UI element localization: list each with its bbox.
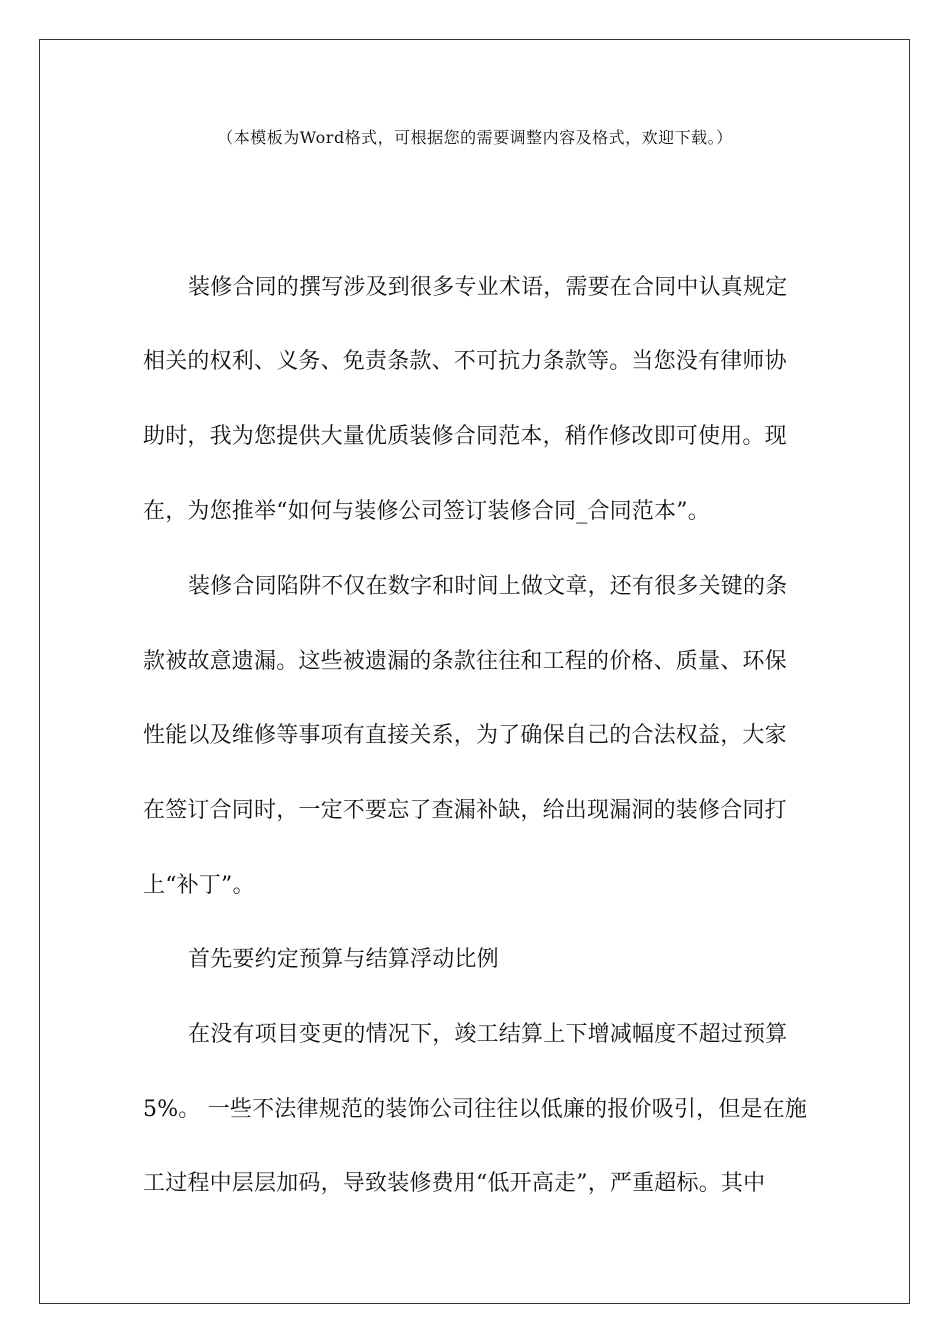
paragraph-1-line-4: 在，为您推举“如何与装修公司签订装修合同_合同范本”。	[143, 499, 710, 524]
paragraph-3-line-1: 在没有项目变更的情况下，竣工结算上下增减幅度不超过预算	[188, 1022, 788, 1047]
paragraph-3-line-2: 5%。 一些不法律规范的装饰公司往往以低廉的报价吸引，但是在施	[143, 1097, 808, 1122]
paragraph-2-line-2: 款被故意遗漏。这些被遗漏的条款往往和工程的价格、质量、环保	[143, 649, 787, 674]
paragraph-1-line-1: 装修合同的撰写涉及到很多专业术语，需要在合同中认真规定	[188, 275, 788, 300]
paragraph-2-line-5: 上“补丁”。	[143, 873, 255, 898]
paragraph-2-line-3: 性能以及维修等事项有直接关系，为了确保自己的合法权益，大家	[143, 723, 787, 748]
paragraph-2-line-4: 在签订合同时，一定不要忘了查漏补缺，给出现漏洞的装修合同打	[143, 798, 787, 823]
paragraph-1-line-3: 助时，我为您提供大量优质装修合同范本，稍作修改即可使用。现	[143, 424, 787, 449]
section-heading: 首先要约定预算与结算浮动比例	[188, 947, 499, 972]
paragraph-3-line-3: 工过程中层层加码，导致装修费用“低开高走”，严重超标。其中	[143, 1171, 766, 1196]
paragraph-1-line-2: 相关的权利、义务、免责条款、不可抗力条款等。当您没有律师协	[143, 349, 787, 374]
paragraph-2-line-1: 装修合同陷阱不仅在数字和时间上做文章，还有很多关键的条	[188, 574, 788, 599]
template-note: （本模板为Word格式，可根据您的需要调整内容及格式，欢迎下载。）	[217, 128, 733, 147]
